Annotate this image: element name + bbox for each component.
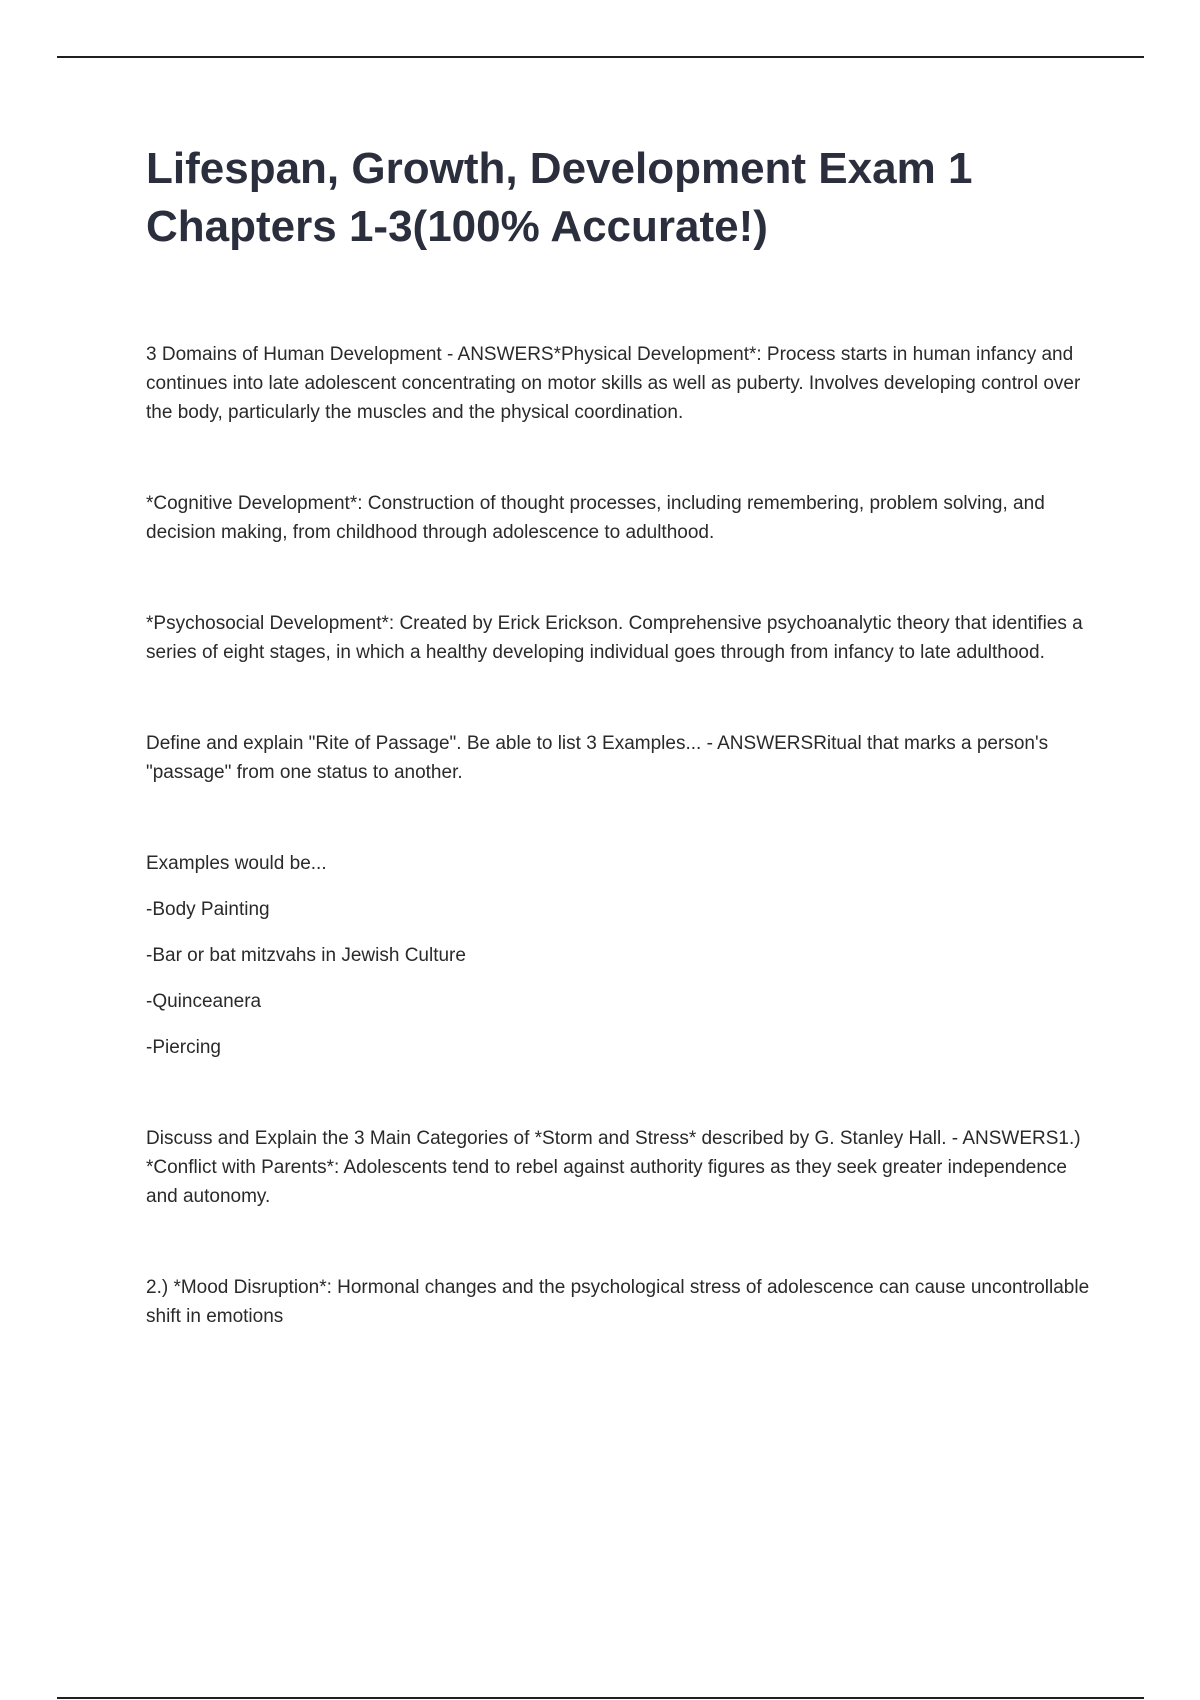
- document-page: [146, 140, 1096, 1331]
- paragraph-domains: 3 Domains of Human Development - ANSWERS*Physical Development*: Process starts in human infancy and continues into late adolescent concentrating on motor skills as well as puberty. Involves developing control over the body, particularly the muscles and the physical coordination.: [146, 344, 1081, 423]
- paragraph-mood-disruption: 2.) *Mood Disruption*: Hormonal changes and the psychological stress of adolescence can cause uncontrollable shift in emotions: [146, 1277, 1090, 1327]
- title-line-1: Lifespan, Growth, Development Exam 1: [146, 144, 973, 193]
- list-item: -Bar or bat mitzvahs in Jewish Culture: [146, 945, 466, 966]
- paragraph-rite-of-passage: Define and explain "Rite of Passage". Be able to list 3 Examples... - ANSWERSRitual that marks a person's "passage" from one status to another.: [146, 733, 1049, 783]
- paragraph-examples-intro: Examples would be...: [146, 853, 327, 874]
- list-item: -Quinceanera: [146, 991, 262, 1012]
- paragraph-psychosocial: *Psychosocial Development*: Created by Erick Erickson. Comprehensive psychoanalytic theory that identifies a series of eight stages, in which a healthy developing individual goes through from infancy to late adulthood.: [146, 613, 1083, 663]
- bottom-rule: [57, 1697, 1144, 1699]
- document-body: [146, 340, 1096, 1331]
- title-line-2: Chapters 1-3(100% Accurate!): [146, 202, 768, 251]
- paragraph-storm-and-stress: Discuss and Explain the 3 Main Categories of *Storm and Stress* described by G. Stanley Hall. - ANSWERS1.) *Conflict with Parents*: Adolescents tend to rebel against authority figures as they seek greater independence and autonomy.: [146, 1128, 1081, 1207]
- list-item: -Body Painting: [146, 899, 270, 920]
- top-rule: [57, 56, 1144, 58]
- list-item: -Piercing: [146, 1037, 221, 1058]
- paragraph-cognitive: *Cognitive Development*: Construction of thought processes, including remembering, problem solving, and decision making, from childhood through adolescence to adulthood.: [146, 493, 1045, 543]
- document-title: [146, 140, 1096, 256]
